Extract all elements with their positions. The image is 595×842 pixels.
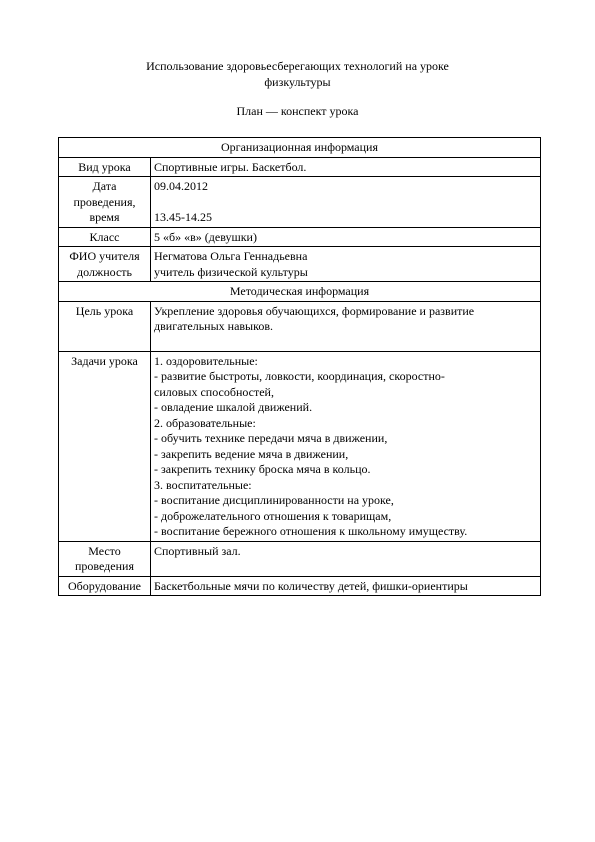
task-line-4: - овладение шкалой движений. bbox=[154, 400, 313, 414]
table-row-tasks bbox=[59, 351, 541, 541]
lesson-time: 13.45-14.25 bbox=[154, 209, 212, 224]
table-row-goal bbox=[59, 301, 541, 351]
section-header-organizational: Организационная информация bbox=[59, 138, 541, 158]
table-row-section-method bbox=[59, 282, 541, 302]
document-title-line-1: Использование здоровьесберегающих технологий на уроке bbox=[146, 59, 449, 73]
table-row-class bbox=[59, 227, 541, 247]
task-line-5: 2. образовательные: bbox=[154, 415, 256, 430]
task-line-7: - закрепить ведение мяча в движении, bbox=[154, 446, 349, 461]
table-row-lesson-type bbox=[59, 157, 541, 177]
lesson-type-value: Спортивные игры. Баскетбол. bbox=[151, 157, 541, 177]
task-line-6: - обучить технике передачи мяча в движении, bbox=[154, 431, 388, 445]
task-line-8: - закрепить технику броска мяча в кольцо. bbox=[154, 462, 371, 476]
teacher-name: Негматова Ольга Геннадьевна bbox=[154, 249, 308, 263]
teacher-label-line-1: ФИО учителя bbox=[69, 249, 140, 263]
teacher-label-line-2: должность bbox=[77, 264, 132, 279]
lesson-plan-table bbox=[58, 137, 541, 596]
date-label-line-3: время bbox=[89, 210, 120, 224]
goal-line-1: Укрепление здоровья обучающихся, формирование и развитие bbox=[154, 303, 475, 318]
class-value: 5 «б» «в» (девушки) bbox=[151, 227, 541, 247]
task-line-12: - воспитание бережного отношения к школьному имуществу. bbox=[154, 524, 468, 538]
document-subtitle: План — конспект урока bbox=[236, 104, 359, 118]
goal-label: Цель урока bbox=[59, 301, 151, 351]
table-row-place bbox=[59, 541, 541, 576]
lesson-date: 09.04.2012 bbox=[154, 179, 208, 193]
task-line-3: силовых способностей, bbox=[154, 384, 274, 399]
task-line-9: 3. воспитательные: bbox=[154, 477, 252, 492]
table-row-teacher bbox=[59, 247, 541, 282]
place-label-line-2: проведения bbox=[75, 559, 134, 573]
section-header-methodical: Методическая информация bbox=[59, 282, 541, 302]
place-label bbox=[59, 541, 151, 576]
date-label-line-2: проведения, bbox=[73, 194, 136, 209]
teacher-label bbox=[59, 247, 151, 282]
teacher-position: учитель физической культуры bbox=[154, 264, 308, 279]
document-title-line-2: физкультуры bbox=[264, 75, 331, 89]
table-row-date-time bbox=[59, 177, 541, 228]
date-time-label bbox=[59, 177, 151, 228]
task-line-10: - воспитание дисциплинированности на уроке, bbox=[154, 493, 394, 507]
task-line-1: 1. оздоровительные: bbox=[154, 353, 258, 368]
equipment-label: Оборудование bbox=[59, 576, 151, 596]
goal-value bbox=[151, 301, 541, 351]
place-label-line-1: Место bbox=[88, 543, 121, 558]
task-line-2: - развитие быстроты, ловкости, координация, скоростно- bbox=[154, 369, 445, 383]
task-line-11: - доброжелательного отношения к товарищам, bbox=[154, 508, 392, 523]
lesson-type-label: Вид урока bbox=[59, 157, 151, 177]
class-label: Класс bbox=[59, 227, 151, 247]
date-label-line-1: Дата bbox=[92, 179, 117, 193]
table-row-section-org bbox=[59, 138, 541, 158]
date-time-value bbox=[151, 177, 541, 228]
equipment-value: Баскетбольные мячи по количеству детей, фишки-ориентиры bbox=[151, 576, 541, 596]
tasks-label: Задачи урока bbox=[59, 351, 151, 541]
tasks-value bbox=[151, 351, 541, 541]
place-value: Спортивный зал. bbox=[151, 541, 541, 576]
goal-line-2: двигательных навыков. bbox=[154, 319, 274, 333]
table-row-equipment bbox=[59, 576, 541, 596]
teacher-value bbox=[151, 247, 541, 282]
